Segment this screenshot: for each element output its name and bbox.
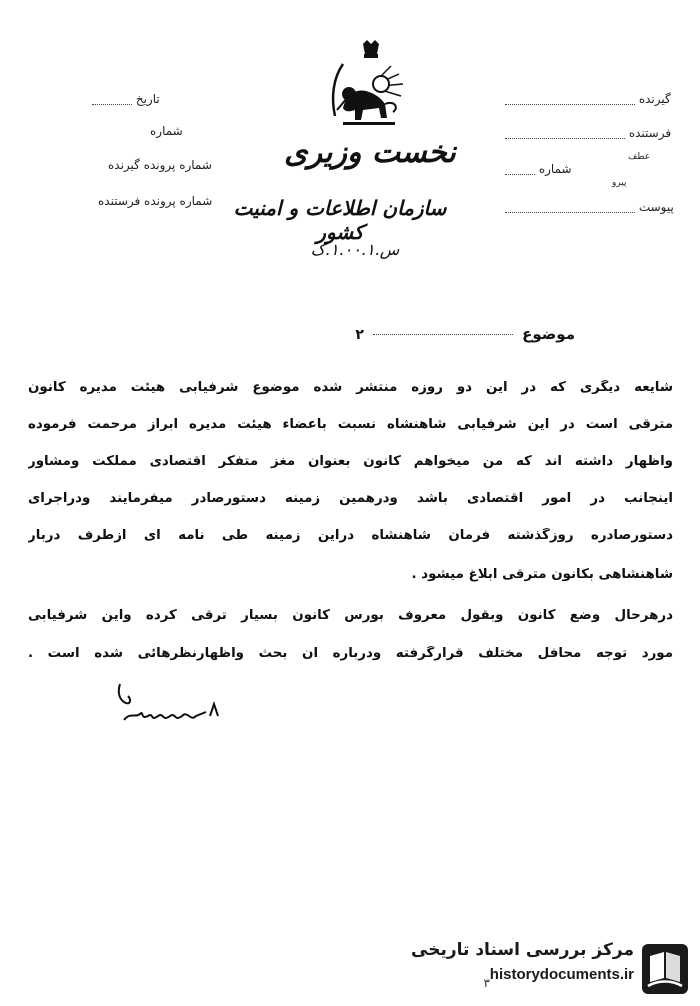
handwritten-signature [110,676,240,736]
number-field-left [150,124,183,138]
body-line: واظهار داشته اند که من میخواهم کانون بعنوان مغز متفکر اقتصادی مملکت ومشاور [28,454,673,469]
body-line: اینجانب در امور اقتصادی باشد ودرهمین زمینه دستورصادر میفرمایند ودراجرای [28,491,673,506]
receiver-dots [505,94,635,105]
number-label-left: شماره [150,124,183,138]
body-line: شایعه دیگری که در این دو روزه منتشر شده موضوع شرفیابی هیئت مدیره کانون [28,380,673,395]
number-field-right [505,162,572,176]
attachment-dots [505,202,635,213]
number-dots-right [505,164,535,175]
watermark-url: historydocuments.ir [489,966,634,983]
body-line: مورد توجه محافل مختلف قرارگرفته ودرباره آن بحث واظهارنظرهائی شده است . [28,646,673,661]
follow-tag: پیرو [612,178,627,188]
sender-file-field [98,194,212,208]
subject-dots [373,334,513,335]
watermark-title: مرکز بررسی اسناد تاریخی [411,940,634,960]
sender-label: فرستنده [628,126,672,140]
receiver-field [505,92,671,106]
date-label: تاریخ [135,92,160,106]
reference-code: س.۱.۰۰.۱.ک [310,240,400,259]
sender-field [505,126,671,140]
ref-tag: عطف [628,152,651,162]
watermark-page-number: ۳ [483,976,490,990]
subject-row [330,324,575,343]
body-paragraph-2 [28,608,673,678]
receiver-file-label: شماره پرونده گیرنده [108,158,212,172]
document-archive-logo-icon [640,942,690,996]
number-label-right: شماره [538,162,572,176]
date-dots [92,94,132,105]
organization-title: سازمان اطلاعات و امنیت کشور [233,196,447,244]
body-line: درهرحال وضع کانون وبقول معروف بورس کانون بسیار ترقی کرده واین شرفیابی [28,608,673,623]
sender-dots [505,128,625,139]
date-field [92,92,160,106]
receiver-label: گیرنده [638,92,671,106]
archive-watermark [411,940,690,1000]
attachment-label: پیوست [638,200,674,214]
subject-number: ۲ [355,327,364,343]
attachment-field [505,200,674,214]
sender-file-label: شماره پرونده فرستنده [98,194,213,208]
lion-and-sun-emblem-icon [325,38,415,138]
body-line: شاهنشاهی بکانون مترقی ابلاغ میشود . [411,567,673,582]
ministry-title: نخست وزیری [284,135,456,170]
receiver-file-field [108,158,212,172]
body-line: دستورصادره روزگذشته فرمان شاهنشاه دراین زمینه طی نامه ای ازطرف دربار [28,528,673,543]
body-line: مترقی است در این شرفیابی شاهنشاه نسبت باعضاء هیئت مدیره ابراز مرحمت فرموده [28,417,673,432]
body-paragraph-1 [28,380,673,610]
subject-label: موضوع [522,325,575,343]
